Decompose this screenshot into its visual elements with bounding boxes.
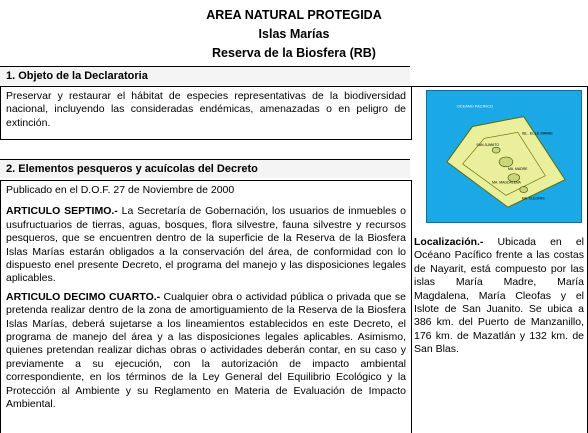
map-label-san-juanito: SAN JUANITO [476,143,500,148]
location-heading: Localización.- [414,236,484,248]
map-graphic [427,91,581,222]
article-seventh [6,205,406,285]
island-maria-madre [499,157,513,167]
map-label-maria-magdalena: MA. MAGDALENA [492,180,521,185]
section2-box [0,180,412,433]
section1-text: Preservar y restaurar el hábitat de especies representativas de la biodiversidad nacional, incluyendo las consideradas endémicas, amenazadas o en peligro de extinción. [6,90,406,129]
location-description [412,236,584,357]
article-seventh-heading: ARTICULO SEPTIMO.- [6,205,118,218]
header-title: AREA NATURAL PROTEGIDA [206,8,382,22]
article-fourteenth [6,291,406,412]
island-san-juanito [492,147,500,153]
map-label-maria-cleofas: MA. CLEOFAS [521,196,545,201]
article-seventh-text: La Secretaría de Gobernación, los usuarios de inmuebles o usufructuarios de tierras, aguas, bosques, flora silvestre, fauna silvestre y recursos pesqueros, que se encuentren dentro de la superficie de la Reserva de la Biosfera Islas Marías estarán obligados a la conservación del área, de conformidad con lo dispuesto enel presente Decreto, el programa del manejo y las disposiciones legales aplicables. [6,205,406,285]
map-label-maria-madre: MA. MADRE [507,166,528,171]
section2-title: 2. Elementos pesqueros y acuícolas del Decreto [0,159,410,178]
article-fourteenth-heading: ARTICULO DECIMO CUARTO.- [6,290,161,303]
map-label-zone: ISL. ELLE MARIE [521,130,553,136]
location-text: Ubicada en el Océano Pacífico frente a las costas de Nayarit, está compuesto por las islas María Madre, María Magdalena, María Cleofas y el Islote de San Juanito. Se ubica a 386 km. del Puerto de Manzanillo, 176 km. de Mazatlán y 132 km. de San Blas. [414,236,584,356]
map-label-ocean: OCEANO PACIFICO [456,103,494,109]
article-fourteenth-text: Cualquier obra o actividad pública o privada que se pretenda realizar dentro de la zona de amortiguamiento de la Reserva de la Biosfera Islas Marías, deberá sujetarse a los lineamientos establecidos en este Decreto, el programa de manejo del área y a las disposiciones legales aplicables. Asimismo, quienes pretendan realizar dichas obras o actividades deberán contar, en su caso y previamente a su ejecución, con la autorización de impacto ambiental correspondiente, en los términos de la Ley General del Equilibrio Ecológico y la Protección al Ambiente y su Reglamento en Materia de Evaluación de Impacto Ambiental. [6,290,407,411]
section1-box [0,86,412,140]
island-maria-cleofas [520,187,528,193]
location-map [426,90,582,223]
header-subtitle: Islas Marías [258,27,330,41]
published-line: Publicado en el D.O.F. 27 de Noviembre de 2000 [6,184,235,196]
section1-title: 1. Objeto de la Declaratoria [0,66,410,85]
header-reserve-name: Reserva de la Biosfera (RB) [212,46,376,60]
document-header [0,6,588,63]
